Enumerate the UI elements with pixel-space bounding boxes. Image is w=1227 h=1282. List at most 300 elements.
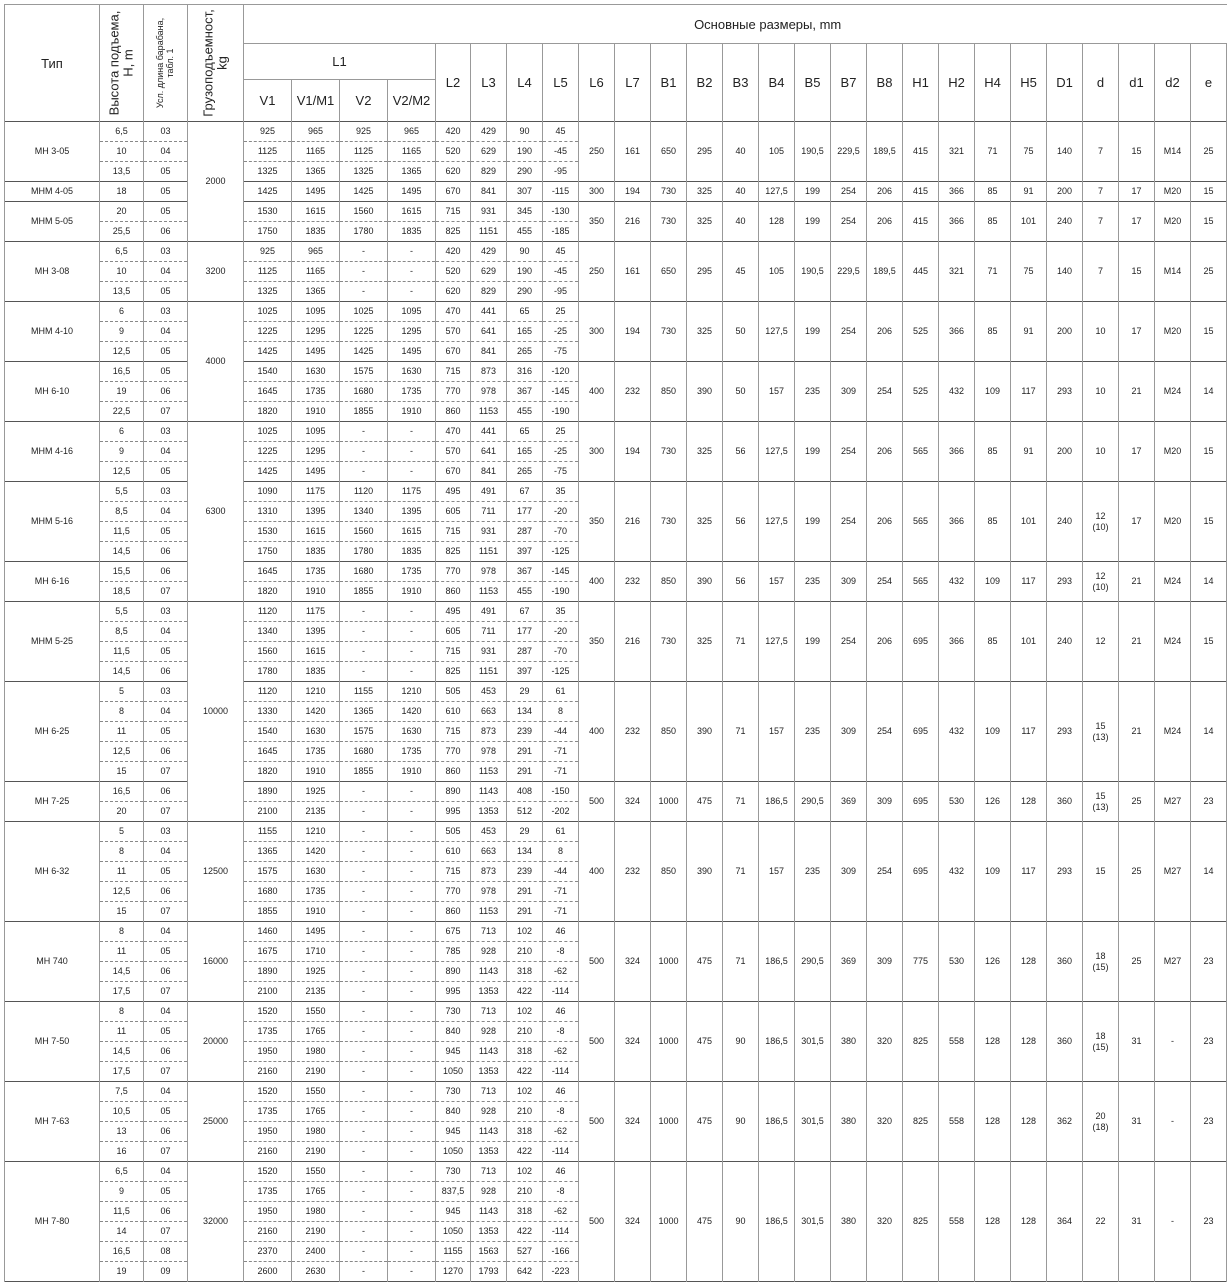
- dimension-cell: 1175: [388, 482, 436, 502]
- drum-length-cell: 07: [144, 902, 188, 922]
- spec-cell: 250: [579, 242, 615, 302]
- spec-cell: -: [1155, 1002, 1191, 1082]
- spec-cell: M27: [1155, 782, 1191, 822]
- dimension-cell: -: [388, 942, 436, 962]
- header-col: d2: [1155, 44, 1191, 122]
- dimension-cell: 102: [507, 1082, 543, 1102]
- dimension-cell: 318: [507, 962, 543, 982]
- dimension-cell: 1210: [292, 822, 340, 842]
- dimension-cell: -: [388, 862, 436, 882]
- dimension-cell: 1165: [388, 142, 436, 162]
- drum-length-cell: 07: [144, 762, 188, 782]
- spec-cell: M27: [1155, 922, 1191, 1002]
- height-cell: 13,5: [100, 282, 144, 302]
- spec-cell: 85: [975, 602, 1011, 682]
- header-col: L6: [579, 44, 615, 122]
- height-cell: 22,5: [100, 402, 144, 422]
- spec-cell: 23: [1191, 1002, 1227, 1082]
- spec-cell: 216: [615, 602, 651, 682]
- spec-cell: 380: [831, 1082, 867, 1162]
- dimension-cell: 1910: [292, 402, 340, 422]
- spec-cell: 22: [1083, 1162, 1119, 1282]
- dimension-cell: 46: [543, 1082, 579, 1102]
- dimension-cell: -: [388, 422, 436, 442]
- height-cell: 17,5: [100, 1062, 144, 1082]
- dimension-cell: -: [340, 1062, 388, 1082]
- spec-cell: 366: [939, 422, 975, 482]
- height-cell: 11: [100, 722, 144, 742]
- height-cell: 18: [100, 182, 144, 202]
- drum-length-cell: 05: [144, 342, 188, 362]
- spec-cell: 475: [687, 782, 723, 822]
- dimension-cell: -120: [543, 362, 579, 382]
- dimension-cell: 1420: [388, 702, 436, 722]
- spec-cell: 109: [975, 822, 1011, 922]
- dimension-cell: 210: [507, 1102, 543, 1122]
- spec-cell: 775: [903, 922, 939, 1002]
- dimension-cell: 860: [436, 902, 471, 922]
- spec-cell: 293: [1047, 682, 1083, 782]
- capacity-cell: 2000: [188, 122, 244, 242]
- dimension-cell: -: [388, 462, 436, 482]
- height-cell: 6: [100, 422, 144, 442]
- spec-cell: 206: [867, 422, 903, 482]
- spec-cell: 325: [687, 182, 723, 202]
- spec-cell: 12 (10): [1083, 562, 1119, 602]
- spec-cell: 56: [723, 562, 759, 602]
- dimension-cell: 102: [507, 922, 543, 942]
- dimension-cell: 2190: [292, 1222, 340, 1242]
- height-cell: 10,5: [100, 1102, 144, 1122]
- spec-cell: 189,5: [867, 242, 903, 302]
- spec-cell: 850: [651, 562, 687, 602]
- dimension-cell: 239: [507, 862, 543, 882]
- dimension-cell: 931: [471, 642, 507, 662]
- dimension-cell: 2100: [244, 802, 292, 822]
- drum-length-cell: 05: [144, 182, 188, 202]
- dimension-cell: 422: [507, 1062, 543, 1082]
- dimension-cell: 713: [471, 922, 507, 942]
- dimension-cell: 1765: [292, 1102, 340, 1122]
- spec-cell: 21: [1119, 602, 1155, 682]
- spec-cell: 350: [579, 602, 615, 682]
- header-col: D1: [1047, 44, 1083, 122]
- spec-cell: 825: [903, 1162, 939, 1282]
- dimension-cell: -: [388, 1162, 436, 1182]
- height-cell: 5,5: [100, 482, 144, 502]
- dimension-cell: 1630: [292, 862, 340, 882]
- dimension-cell: -: [340, 1242, 388, 1262]
- spec-cell: 309: [867, 922, 903, 1002]
- spec-cell: 85: [975, 302, 1011, 362]
- specs-table-wrapper: [4, 4, 1227, 1282]
- spec-cell: 360: [1047, 782, 1083, 822]
- dimension-cell: 1353: [471, 802, 507, 822]
- dimension-cell: 641: [471, 442, 507, 462]
- spec-cell: 200: [1047, 182, 1083, 202]
- dimension-cell: 995: [436, 802, 471, 822]
- spec-cell: 31: [1119, 1162, 1155, 1282]
- dimension-cell: 35: [543, 602, 579, 622]
- dimension-cell: 1225: [340, 322, 388, 342]
- height-cell: 6: [100, 302, 144, 322]
- drum-length-cell: 07: [144, 1222, 188, 1242]
- spec-cell: 200: [1047, 422, 1083, 482]
- dimension-cell: 1395: [292, 622, 340, 642]
- spec-cell: 157: [759, 562, 795, 602]
- dimension-cell: 367: [507, 382, 543, 402]
- dimension-cell: 1270: [436, 1262, 471, 1282]
- spec-cell: 25: [1119, 782, 1155, 822]
- dimension-cell: 1295: [292, 322, 340, 342]
- spec-cell: 850: [651, 682, 687, 782]
- spec-cell: 432: [939, 362, 975, 422]
- table-row: [5, 1162, 1227, 1182]
- spec-cell: 15: [1191, 302, 1227, 362]
- height-cell: 14,5: [100, 662, 144, 682]
- dimension-cell: 1855: [340, 762, 388, 782]
- dimension-cell: -: [388, 1142, 436, 1162]
- type-cell: МНМ 5-25: [5, 602, 100, 682]
- spec-cell: 71: [723, 682, 759, 782]
- spec-cell: 301,5: [795, 1002, 831, 1082]
- dimension-cell: 1325: [244, 282, 292, 302]
- dimension-cell: 287: [507, 642, 543, 662]
- spec-cell: 232: [615, 362, 651, 422]
- dimension-cell: -: [388, 242, 436, 262]
- dimension-cell: 1520: [244, 1162, 292, 1182]
- dimension-cell: 873: [471, 362, 507, 382]
- dimension-cell: 840: [436, 1022, 471, 1042]
- dimension-cell: 1615: [388, 202, 436, 222]
- dimension-cell: 1560: [340, 202, 388, 222]
- type-cell: МН 740: [5, 922, 100, 1002]
- spec-cell: 23: [1191, 1162, 1227, 1282]
- dimension-cell: -223: [543, 1262, 579, 1282]
- spec-cell: 295: [687, 242, 723, 302]
- spec-cell: 109: [975, 362, 1011, 422]
- spec-cell: 90: [723, 1082, 759, 1162]
- dimension-cell: 925: [244, 242, 292, 262]
- dimension-cell: 1520: [244, 1002, 292, 1022]
- spec-cell: 415: [903, 202, 939, 242]
- dimension-cell: 610: [436, 842, 471, 862]
- dimension-cell: -95: [543, 162, 579, 182]
- dimension-cell: 1365: [292, 162, 340, 182]
- dimension-cell: 605: [436, 502, 471, 522]
- drum-length-cell: 06: [144, 882, 188, 902]
- dimension-cell: 2370: [244, 1242, 292, 1262]
- dimension-cell: 1560: [340, 522, 388, 542]
- spec-cell: 325: [687, 202, 723, 242]
- dimension-cell: 1910: [292, 762, 340, 782]
- dimension-cell: 1165: [292, 142, 340, 162]
- spec-cell: 128: [1011, 1162, 1047, 1282]
- dimension-cell: 978: [471, 562, 507, 582]
- spec-cell: 199: [795, 182, 831, 202]
- dimension-cell: -: [340, 1122, 388, 1142]
- dimension-cell: 1340: [340, 502, 388, 522]
- drum-length-cell: 06: [144, 782, 188, 802]
- header-col: B2: [687, 44, 723, 122]
- height-cell: 14,5: [100, 1042, 144, 1062]
- dimension-cell: 29: [507, 682, 543, 702]
- drum-length-cell: 04: [144, 502, 188, 522]
- height-cell: 20: [100, 802, 144, 822]
- dimension-cell: 670: [436, 342, 471, 362]
- spec-cell: 321: [939, 122, 975, 182]
- spec-cell: 254: [831, 602, 867, 682]
- dimension-cell: 1153: [471, 402, 507, 422]
- header-col: H1: [903, 44, 939, 122]
- dimension-cell: -: [340, 982, 388, 1002]
- header-col: H2: [939, 44, 975, 122]
- table-header: [5, 5, 1227, 122]
- height-cell: 14,5: [100, 542, 144, 562]
- capacity-cell: 3200: [188, 242, 244, 302]
- dimension-cell: 1165: [292, 262, 340, 282]
- dimension-cell: 837,5: [436, 1182, 471, 1202]
- dimension-cell: 210: [507, 942, 543, 962]
- spec-cell: 85: [975, 202, 1011, 242]
- dimension-cell: 1025: [340, 302, 388, 322]
- spec-cell: 194: [615, 182, 651, 202]
- dimension-cell: -: [340, 962, 388, 982]
- drum-length-cell: 04: [144, 1082, 188, 1102]
- header-drum-length: [144, 5, 188, 122]
- dimension-cell: 1365: [388, 162, 436, 182]
- dimension-cell: -: [340, 902, 388, 922]
- drum-length-cell: 07: [144, 1062, 188, 1082]
- dimension-cell: 190: [507, 262, 543, 282]
- dimension-cell: 345: [507, 202, 543, 222]
- dimension-cell: -: [340, 882, 388, 902]
- dimension-cell: 1540: [244, 722, 292, 742]
- spec-cell: -: [1155, 1082, 1191, 1162]
- dimension-cell: 177: [507, 622, 543, 642]
- dimension-cell: 287: [507, 522, 543, 542]
- spec-cell: 290,5: [795, 922, 831, 1002]
- dimension-cell: 8: [543, 842, 579, 862]
- spec-cell: 364: [1047, 1162, 1083, 1282]
- dimension-cell: 165: [507, 442, 543, 462]
- height-cell: 17,5: [100, 982, 144, 1002]
- height-cell: 5,5: [100, 602, 144, 622]
- spec-cell: 1000: [651, 1162, 687, 1282]
- spec-cell: 200: [1047, 302, 1083, 362]
- dimension-cell: 1890: [244, 782, 292, 802]
- drum-length-cell: 04: [144, 622, 188, 642]
- dimension-cell: -20: [543, 622, 579, 642]
- dimension-cell: 1143: [471, 1202, 507, 1222]
- dimension-cell: 965: [292, 242, 340, 262]
- header-col: H4: [975, 44, 1011, 122]
- spec-cell: 15 (13): [1083, 782, 1119, 822]
- spec-cell: 324: [615, 782, 651, 822]
- dimension-cell: -: [340, 1102, 388, 1122]
- dimension-cell: -150: [543, 782, 579, 802]
- dimension-cell: 422: [507, 982, 543, 1002]
- drum-length-cell: 03: [144, 602, 188, 622]
- drum-length-cell: 04: [144, 142, 188, 162]
- spec-cell: 558: [939, 1162, 975, 1282]
- drum-length-cell: 05: [144, 1102, 188, 1122]
- dimension-cell: 422: [507, 1222, 543, 1242]
- dimension-cell: 1495: [388, 342, 436, 362]
- drum-length-cell: 04: [144, 442, 188, 462]
- spec-cell: 500: [579, 1162, 615, 1282]
- spec-cell: 380: [831, 1162, 867, 1282]
- dimension-cell: 1090: [244, 482, 292, 502]
- spec-cell: 432: [939, 682, 975, 782]
- spec-cell: 730: [651, 202, 687, 242]
- dimension-cell: 978: [471, 742, 507, 762]
- dimension-cell: 610: [436, 702, 471, 722]
- spec-cell: 500: [579, 782, 615, 822]
- dimension-cell: 1820: [244, 762, 292, 782]
- height-cell: 15: [100, 902, 144, 922]
- dimension-cell: 1910: [292, 902, 340, 922]
- dimension-cell: -71: [543, 742, 579, 762]
- dimension-cell: 1495: [292, 462, 340, 482]
- header-l1-sub: V2/M2: [388, 80, 436, 122]
- spec-cell: 525: [903, 362, 939, 422]
- dimension-cell: 711: [471, 622, 507, 642]
- spec-cell: 290,5: [795, 782, 831, 822]
- spec-cell: 71: [723, 922, 759, 1002]
- dimension-cell: 860: [436, 762, 471, 782]
- spec-cell: 127,5: [759, 422, 795, 482]
- height-cell: 10: [100, 262, 144, 282]
- dimension-cell: 429: [471, 122, 507, 142]
- dimension-cell: -: [388, 282, 436, 302]
- dimension-cell: 1353: [471, 982, 507, 1002]
- spec-cell: 10: [1083, 422, 1119, 482]
- spec-cell: 31: [1119, 1082, 1155, 1162]
- drum-length-cell: 06: [144, 742, 188, 762]
- dimension-cell: -: [388, 982, 436, 1002]
- spec-cell: 140: [1047, 242, 1083, 302]
- dimension-cell: 495: [436, 482, 471, 502]
- spec-cell: 432: [939, 822, 975, 922]
- height-cell: 16,5: [100, 1242, 144, 1262]
- dimension-cell: 1890: [244, 962, 292, 982]
- dimension-cell: 527: [507, 1242, 543, 1262]
- dimension-cell: -: [340, 922, 388, 942]
- spec-cell: 186,5: [759, 1002, 795, 1082]
- dimension-cell: 1151: [471, 662, 507, 682]
- dimension-cell: -145: [543, 562, 579, 582]
- dimension-cell: -: [340, 1222, 388, 1242]
- dimension-cell: -114: [543, 1062, 579, 1082]
- height-cell: 6,5: [100, 1162, 144, 1182]
- dimension-cell: 1735: [292, 382, 340, 402]
- dimension-cell: 1353: [471, 1062, 507, 1082]
- dimension-cell: 455: [507, 222, 543, 242]
- spec-cell: M24: [1155, 682, 1191, 782]
- dimension-cell: 965: [388, 122, 436, 142]
- spec-cell: 15 (13): [1083, 682, 1119, 782]
- spec-cell: 730: [651, 602, 687, 682]
- height-cell: 11: [100, 862, 144, 882]
- dimension-cell: -: [388, 882, 436, 902]
- spec-cell: 71: [975, 242, 1011, 302]
- dimension-cell: 1820: [244, 582, 292, 602]
- spec-cell: 17: [1119, 422, 1155, 482]
- spec-cell: 50: [723, 362, 759, 422]
- dimension-cell: 873: [471, 722, 507, 742]
- dimension-cell: 1395: [388, 502, 436, 522]
- spec-cell: 730: [651, 422, 687, 482]
- spec-cell: 40: [723, 202, 759, 242]
- capacity-cell: 25000: [188, 1082, 244, 1162]
- header-drum-label: Усл. длина барабана, табл. 1: [156, 18, 176, 108]
- dimension-cell: 1151: [471, 542, 507, 562]
- dimension-cell: 1735: [244, 1182, 292, 1202]
- drum-length-cell: 06: [144, 562, 188, 582]
- spec-cell: 565: [903, 482, 939, 562]
- dimension-cell: -: [340, 1082, 388, 1102]
- dimension-cell: 470: [436, 422, 471, 442]
- dimension-cell: -: [388, 1002, 436, 1022]
- spec-cell: 71: [723, 822, 759, 922]
- drum-length-cell: 04: [144, 842, 188, 862]
- dimension-cell: 35: [543, 482, 579, 502]
- spec-cell: 475: [687, 1082, 723, 1162]
- dimension-cell: 455: [507, 402, 543, 422]
- spec-cell: 254: [831, 482, 867, 562]
- spec-cell: M24: [1155, 562, 1191, 602]
- table-row: [5, 822, 1227, 842]
- spec-cell: 10: [1083, 362, 1119, 422]
- dimension-cell: -71: [543, 762, 579, 782]
- dimension-cell: 1225: [244, 322, 292, 342]
- dimension-cell: 441: [471, 302, 507, 322]
- dimension-cell: 1925: [292, 962, 340, 982]
- drum-length-cell: 03: [144, 302, 188, 322]
- drum-length-cell: 08: [144, 1242, 188, 1262]
- dimension-cell: 318: [507, 1122, 543, 1142]
- dimension-cell: 1325: [340, 162, 388, 182]
- dimension-cell: 441: [471, 422, 507, 442]
- dimension-cell: 1630: [292, 722, 340, 742]
- drum-length-cell: 07: [144, 1142, 188, 1162]
- spec-cell: 500: [579, 1082, 615, 1162]
- spec-cell: 10: [1083, 302, 1119, 362]
- dimension-cell: -: [388, 822, 436, 842]
- dimension-cell: -: [388, 1182, 436, 1202]
- spec-cell: 254: [867, 562, 903, 602]
- type-cell: МНМ 4-05: [5, 182, 100, 202]
- dimension-cell: -: [340, 1182, 388, 1202]
- spec-cell: 85: [975, 422, 1011, 482]
- dimension-cell: 785: [436, 942, 471, 962]
- spec-cell: 366: [939, 482, 975, 562]
- dimension-cell: 1420: [292, 842, 340, 862]
- spec-cell: 432: [939, 562, 975, 602]
- spec-cell: 309: [867, 782, 903, 822]
- dimension-cell: 2160: [244, 1142, 292, 1162]
- dimension-cell: -25: [543, 442, 579, 462]
- spec-cell: 235: [795, 822, 831, 922]
- dimension-cell: 1835: [388, 222, 436, 242]
- dimension-cell: 453: [471, 682, 507, 702]
- dimension-cell: -45: [543, 142, 579, 162]
- dimension-cell: 1855: [340, 582, 388, 602]
- height-cell: 9: [100, 442, 144, 462]
- spec-cell: 21: [1119, 362, 1155, 422]
- spec-cell: 400: [579, 362, 615, 422]
